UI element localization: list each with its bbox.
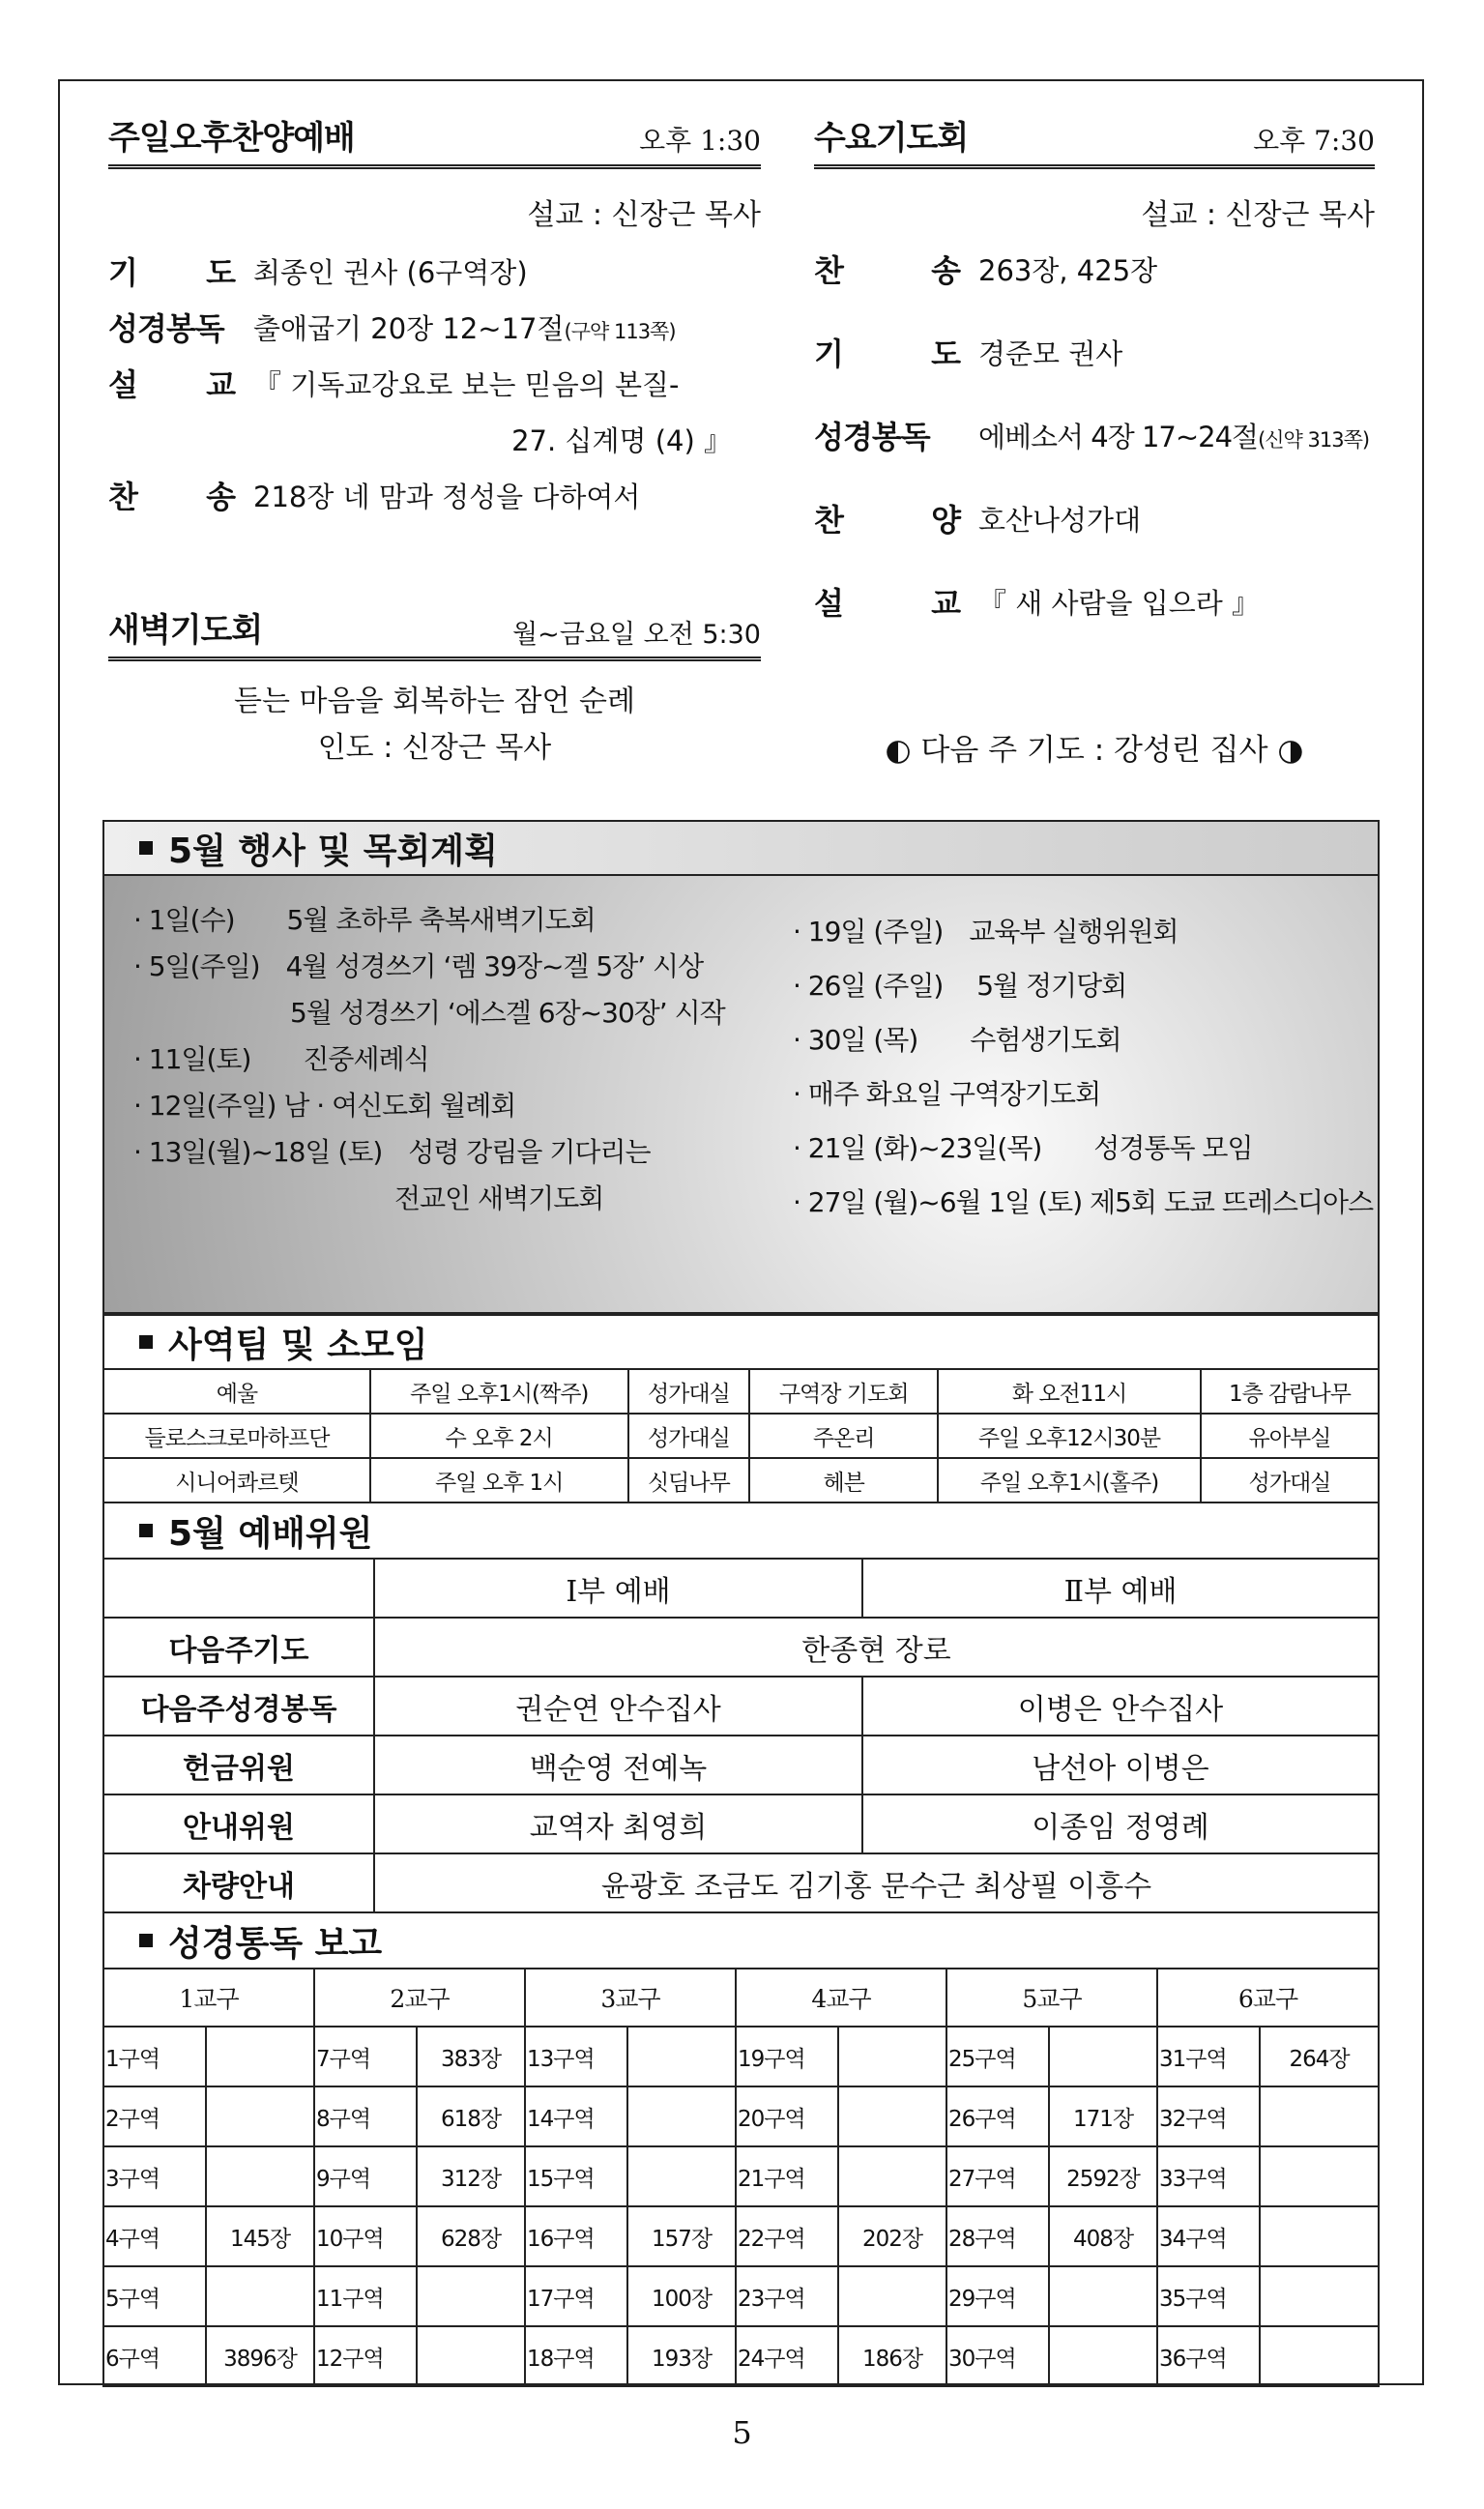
event-item: · 30일 (목) 수험생기도회: [793, 1024, 1121, 1056]
chapter-count-cell: [1260, 2206, 1379, 2266]
chapter-count-cell: [627, 2086, 736, 2146]
chapter-count-cell: 157장: [627, 2206, 736, 2266]
event-item: · 11일(토) 진중세례식: [133, 1043, 429, 1075]
chapter-count-cell: 2592장: [1049, 2146, 1157, 2206]
next-week-prayer: ◐ 다음 주 기도 : 강성린 집사 ◑: [885, 733, 1304, 768]
dawn-title: 새벽기도회: [108, 611, 263, 650]
table-row: [103, 1969, 1379, 2027]
area-cell: 15구역: [525, 2146, 627, 2206]
item-value: 218장 네 맘과 정성을 다하여서: [253, 481, 641, 513]
area-cell: 22구역: [736, 2206, 838, 2266]
table-cell: 주일 오후1시(홀주): [938, 1458, 1201, 1502]
afternoon-service: [108, 114, 761, 533]
afternoon-header: [108, 114, 761, 169]
area-cell: 12구역: [314, 2326, 417, 2386]
area-cell: 32구역: [1157, 2086, 1260, 2146]
table-cell: [103, 1559, 374, 1618]
ministry-title: 사역팀 및 소모임: [168, 1325, 428, 1365]
ministry-header: [102, 1314, 1380, 1368]
item-value: 호산나성가대: [978, 504, 1142, 537]
wednesday-service: [814, 114, 1375, 666]
area-cell: 34구역: [1157, 2206, 1260, 2266]
bottom-section: [102, 820, 1380, 2387]
area-cell: 16구역: [525, 2206, 627, 2266]
chapter-count-cell: 186장: [838, 2326, 946, 2386]
row-label: 헌금위원: [103, 1736, 374, 1794]
row-label: 다음주성경봉독: [103, 1677, 374, 1736]
square-bullet-icon: [139, 841, 153, 855]
chapter-count-cell: [627, 2146, 736, 2206]
area-cell: 36구역: [1157, 2326, 1260, 2386]
district-header: 6교구: [1157, 1969, 1379, 2027]
item-value: 27. 십계명 (4) 』: [511, 424, 732, 457]
wednesday-item: [814, 583, 1375, 666]
chapter-count-cell: [1049, 2326, 1157, 2386]
area-cell: 5구역: [103, 2266, 206, 2326]
table-row: [103, 1677, 1379, 1736]
area-cell: 18구역: [525, 2326, 627, 2386]
area-cell: 19구역: [736, 2027, 838, 2086]
table-cell: 수 오후 2시: [370, 1414, 628, 1458]
item-label: 설 교: [814, 585, 961, 622]
area-cell: 33구역: [1157, 2146, 1260, 2206]
table-cell: 헤븐: [749, 1458, 938, 1502]
table-row: [103, 1853, 1379, 1912]
table-cell: 주일 오후1시(짝주): [370, 1369, 628, 1414]
bible-report-header: [102, 1913, 1380, 1968]
wednesday-title: 수요기도회: [814, 119, 969, 158]
wednesday-header: [814, 114, 1375, 169]
area-cell: 2구역: [103, 2086, 206, 2146]
events-header: [102, 820, 1380, 874]
afternoon-item: [108, 477, 761, 533]
worship-staff-title: 5월 예배위원: [168, 1513, 373, 1554]
table-row: [103, 1414, 1379, 1458]
table-cell: 화 오전11시: [938, 1369, 1201, 1414]
event-item: · 13일(월)~18일 (토) 성령 강림을 기다리는: [133, 1136, 651, 1168]
item-label: 기 도: [108, 254, 236, 291]
table-row: [103, 2027, 1379, 2086]
events-right-list: [793, 905, 1373, 1230]
table-row: [103, 1736, 1379, 1794]
area-cell: 8구역: [314, 2086, 417, 2146]
area-cell: 29구역: [946, 2266, 1049, 2326]
dawn-header: [108, 606, 761, 661]
table-cell: 예울: [103, 1369, 370, 1414]
table-row: [103, 1794, 1379, 1853]
table-cell: 주일 오후 1시: [370, 1458, 628, 1502]
area-cell: 7구역: [314, 2027, 417, 2086]
chapter-count-cell: [838, 2086, 946, 2146]
chapter-count-cell: 264장: [1260, 2027, 1379, 2086]
event-item: · 26일 (주일) 5월 정기당회: [793, 970, 1127, 1002]
chapter-count-cell: [1260, 2146, 1379, 2206]
table-cell: 주일 오후12시30분: [938, 1414, 1201, 1458]
event-item: · 1일(수) 5월 초하루 축복새벽기도회: [133, 904, 596, 936]
table-cell: 성가대실: [1201, 1458, 1379, 1502]
chapter-count-cell: [1049, 2266, 1157, 2326]
chapter-count-cell: [1260, 2266, 1379, 2326]
item-value: 에베소서 4장 17~24절(신약 313쪽): [978, 421, 1370, 453]
worship-staff-header: [102, 1503, 1380, 1558]
district-header: 2교구: [314, 1969, 525, 2027]
wednesday-time: 오후 7:30: [1253, 125, 1375, 157]
table-cell: 시니어콰르텟: [103, 1458, 370, 1502]
table-row: [103, 2206, 1379, 2266]
district-header: 1교구: [103, 1969, 314, 2027]
area-cell: 14구역: [525, 2086, 627, 2146]
area-cell: 20구역: [736, 2086, 838, 2146]
event-item: 5월 성경쓰기 ‘에스겔 6장~30장’ 시작: [133, 997, 725, 1029]
chapter-count-cell: [206, 2027, 314, 2086]
table-row: [103, 2146, 1379, 2206]
item-label: 설 교: [108, 366, 236, 403]
area-cell: 35구역: [1157, 2266, 1260, 2326]
wednesday-item: [814, 250, 1375, 334]
item-value: 『 새 사람을 입으라 』: [978, 587, 1260, 620]
table-row: [103, 1369, 1379, 1414]
wednesday-item: [814, 334, 1375, 417]
event-item: · 12일(주일) 남 · 여신도회 월례회: [133, 1090, 516, 1122]
event-item: · 19일 (주일) 교육부 실행위원회: [793, 916, 1178, 948]
area-cell: 30구역: [946, 2326, 1049, 2386]
chapter-count-cell: 408장: [1049, 2206, 1157, 2266]
item-label: 찬 송: [814, 252, 961, 289]
dawn-time: 월~금요일 오전 5:30: [512, 620, 761, 650]
event-item: · 27일 (월)~6월 1일 (토) 제5회 도쿄 뜨레스디아스: [793, 1186, 1374, 1218]
chapter-count-cell: [627, 2027, 736, 2086]
district-header: 5교구: [946, 1969, 1157, 2027]
row-label: 안내위원: [103, 1794, 374, 1853]
table-cell: 이병은 안수집사: [862, 1677, 1379, 1736]
table-row: [103, 1618, 1379, 1677]
area-cell: 26구역: [946, 2086, 1049, 2146]
area-cell: 27구역: [946, 2146, 1049, 2206]
area-cell: 11구역: [314, 2266, 417, 2326]
chapter-count-cell: [838, 2146, 946, 2206]
chapter-count-cell: [1260, 2086, 1379, 2146]
table-cell: 구역장 기도회: [749, 1369, 938, 1414]
area-cell: 31구역: [1157, 2027, 1260, 2086]
events-left-list: [133, 897, 725, 1222]
chapter-count-cell: [838, 2266, 946, 2326]
table-row: [103, 1559, 1379, 1618]
afternoon-item: [108, 365, 761, 421]
afternoon-title: 주일오후찬양예배: [108, 119, 355, 158]
table-row: [103, 2086, 1379, 2146]
wednesday-item: [814, 500, 1375, 583]
area-cell: 9구역: [314, 2146, 417, 2206]
area-cell: 17구역: [525, 2266, 627, 2326]
table-cell: 교역자 최영희: [374, 1794, 862, 1853]
events-box: [102, 874, 1380, 1314]
item-label: 기 도: [814, 336, 961, 372]
chapter-count-cell: 383장: [417, 2027, 525, 2086]
event-item: 전교인 새벽기도회: [133, 1182, 604, 1214]
afternoon-preacher: 설교 : 신장근 목사: [527, 198, 761, 232]
events-title: 5월 행사 및 목회계획: [168, 831, 498, 871]
table-cell: 유아부실: [1201, 1414, 1379, 1458]
chapter-count-cell: [417, 2266, 525, 2326]
chapter-count-cell: [417, 2326, 525, 2386]
table-cell: 권순연 안수집사: [374, 1677, 862, 1736]
item-label: 성경봉독: [108, 310, 224, 347]
chapter-count-cell: 202장: [838, 2206, 946, 2266]
ministry-table: [102, 1368, 1380, 1503]
afternoon-item-cont: [108, 421, 761, 477]
item-value: 경준모 권사: [978, 337, 1123, 370]
table-cell: 들로스크로마하프단: [103, 1414, 370, 1458]
bible-report-title: 성경통독 보고: [168, 1923, 383, 1964]
dawn-theme: 듣는 마음을 회복하는 잠언 순례: [234, 685, 635, 718]
afternoon-item: [108, 252, 761, 308]
bible-report-table: [102, 1968, 1380, 2387]
table-cell: 윤광호 조금도 김기홍 문수근 최상필 이흥수: [374, 1853, 1379, 1912]
area-cell: 1구역: [103, 2027, 206, 2086]
chapter-count-cell: 312장: [417, 2146, 525, 2206]
table-cell: 싯딤나무: [628, 1458, 750, 1502]
square-bullet-icon: [139, 1335, 153, 1349]
event-item: · 5일(주일) 4월 성경쓰기 ‘렘 39장~겔 5장’ 시상: [133, 950, 704, 982]
chapter-count-cell: 193장: [627, 2326, 736, 2386]
area-cell: 28구역: [946, 2206, 1049, 2266]
area-cell: 21구역: [736, 2146, 838, 2206]
table-cell: 주온리: [749, 1414, 938, 1458]
table-cell: 이종임 정영례: [862, 1794, 1379, 1853]
table-cell: 1층 감람나무: [1201, 1369, 1379, 1414]
event-item: · 매주 화요일 구역장기도회: [793, 1078, 1101, 1110]
item-value: 최종인 권사 (6구역장): [253, 256, 528, 289]
district-header: 3교구: [525, 1969, 736, 2027]
chapter-count-cell: [206, 2146, 314, 2206]
chapter-count-cell: 3896장: [206, 2326, 314, 2386]
area-cell: 13구역: [525, 2027, 627, 2086]
area-cell: 23구역: [736, 2266, 838, 2326]
page-number: 5: [732, 2414, 752, 2451]
table-row: [103, 2326, 1379, 2386]
table-cell: 성가대실: [628, 1369, 750, 1414]
wednesday-item: [814, 417, 1375, 500]
chapter-count-cell: 618장: [417, 2086, 525, 2146]
row-label: 다음주기도: [103, 1618, 374, 1677]
chapter-count-cell: [206, 2086, 314, 2146]
chapter-count-cell: [1260, 2326, 1379, 2386]
item-label: 찬 양: [814, 502, 961, 539]
chapter-count-cell: [206, 2266, 314, 2326]
area-cell: 10구역: [314, 2206, 417, 2266]
area-cell: 3구역: [103, 2146, 206, 2206]
row-label: 차량안내: [103, 1853, 374, 1912]
dawn-leader: 인도 : 신장근 목사: [317, 731, 552, 765]
wednesday-preacher: 설교 : 신장근 목사: [1141, 198, 1375, 232]
chapter-count-cell: 628장: [417, 2206, 525, 2266]
table-cell: 성가대실: [628, 1414, 750, 1458]
dawn-prayer: [108, 606, 761, 772]
table-cell: 백순영 전예녹: [374, 1736, 862, 1794]
item-value: 『 기독교강요로 보는 믿음의 본질-: [253, 368, 680, 401]
table-cell: 남선아 이병은: [862, 1736, 1379, 1794]
item-label: 성경봉독: [814, 419, 930, 455]
square-bullet-icon: [139, 1934, 153, 1947]
table-row: [103, 1458, 1379, 1502]
area-cell: 25구역: [946, 2027, 1049, 2086]
item-value: 263장, 425장: [978, 254, 1158, 287]
area-cell: 6구역: [103, 2326, 206, 2386]
district-header: 4교구: [736, 1969, 946, 2027]
area-cell: 24구역: [736, 2326, 838, 2386]
worship-staff-table: [102, 1558, 1380, 1913]
table-row: [103, 2266, 1379, 2326]
item-label: 찬 송: [108, 479, 236, 515]
table-cell: 한종현 장로: [374, 1618, 1379, 1677]
table-header-cell: Ⅰ부 예배: [374, 1559, 862, 1618]
area-cell: 4구역: [103, 2206, 206, 2266]
chapter-count-cell: [1049, 2027, 1157, 2086]
afternoon-item: [108, 308, 761, 365]
item-value: 출애굽기 20장 12~17절(구약 113쪽): [253, 312, 676, 345]
event-item: · 21일 (화)~23일(목) 성경통독 모임: [793, 1132, 1253, 1164]
chapter-count-cell: 171장: [1049, 2086, 1157, 2146]
afternoon-time: 오후 1:30: [639, 125, 761, 157]
square-bullet-icon: [139, 1524, 153, 1537]
table-header-cell: Ⅱ부 예배: [862, 1559, 1379, 1618]
chapter-count-cell: [838, 2027, 946, 2086]
chapter-count-cell: 145장: [206, 2206, 314, 2266]
chapter-count-cell: 100장: [627, 2266, 736, 2326]
